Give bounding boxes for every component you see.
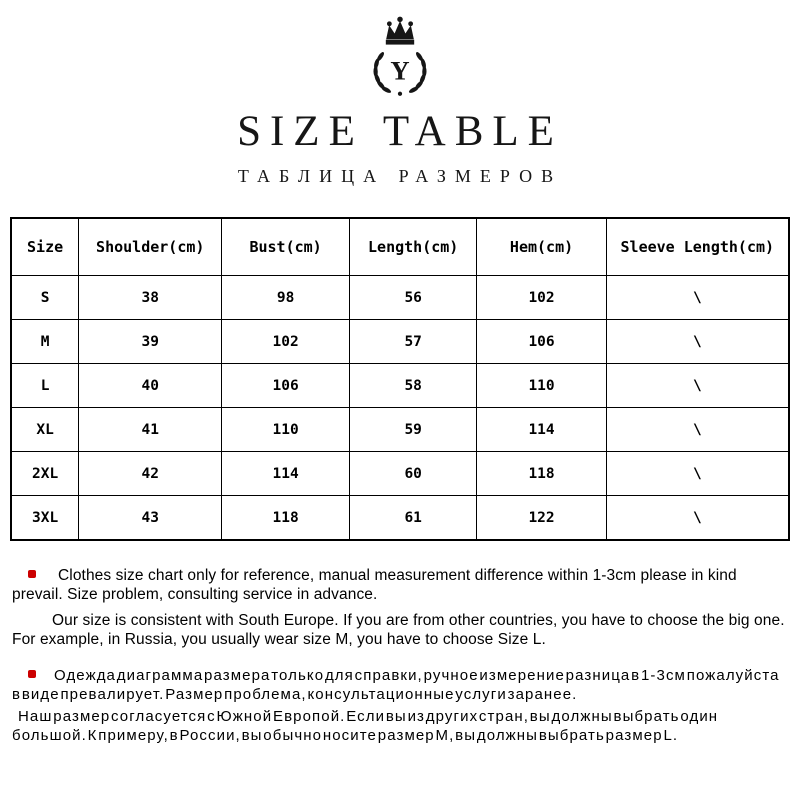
measurement-cell: 38	[79, 276, 222, 320]
table-row	[11, 408, 789, 452]
note-ru-south-europe	[12, 707, 788, 746]
table-body	[11, 276, 789, 541]
measurement-cell: 102	[222, 320, 350, 364]
measurement-cell: 114	[477, 408, 606, 452]
measurement-cell: 39	[79, 320, 222, 364]
measurement-cell: 61	[349, 496, 477, 541]
table-row	[11, 452, 789, 496]
table-header-cell: Length(cm)	[349, 218, 477, 276]
measurement-cell: 60	[349, 452, 477, 496]
measurement-cell: 98	[222, 276, 350, 320]
measurement-cell: 59	[349, 408, 477, 452]
measurement-cell: 110	[477, 364, 606, 408]
table-header-cell: Sleeve Length(cm)	[606, 218, 789, 276]
measurement-cell: \	[606, 496, 789, 541]
measurement-cell: 42	[79, 452, 222, 496]
red-square-bullet-icon	[28, 670, 36, 678]
crown-laurel-emblem-icon	[362, 14, 438, 100]
notes-section	[12, 567, 788, 746]
note-en-south-europe	[12, 612, 788, 650]
measurement-cell: \	[606, 276, 789, 320]
table-header-cell: Shoulder(cm)	[79, 218, 222, 276]
page-title: SIZE TABLE	[237, 108, 563, 155]
measurement-cell: \	[606, 408, 789, 452]
note-text: Наш размер согласуется с Южной Европой. Если вы из других стран, вы должны выбрать один большой. К примеру, в России, вы обычно носите размер M, вы должны выбрать размер L.	[12, 707, 719, 745]
measurement-cell: 102	[477, 276, 606, 320]
table-row	[11, 496, 789, 541]
note-text: Our size is consistent with South Europe. If you are from other countries, you have to choose the big one. For example, in Russia, you usually wear size M, you have to choose Size L.	[12, 611, 785, 648]
measurement-cell: 114	[222, 452, 350, 496]
table-header-row	[11, 218, 789, 276]
measurement-cell: 118	[477, 452, 606, 496]
size-label-cell: XL	[11, 408, 79, 452]
logo-letter: Y	[390, 55, 410, 86]
measurement-cell: 118	[222, 496, 350, 541]
measurement-cell: \	[606, 364, 789, 408]
measurement-cell: 57	[349, 320, 477, 364]
measurement-cell: \	[606, 452, 789, 496]
brand-logo	[0, 0, 800, 105]
table-row	[11, 320, 789, 364]
measurement-cell: 56	[349, 276, 477, 320]
table-header-cell: Size	[11, 218, 79, 276]
size-label-cell: S	[11, 276, 79, 320]
size-label-cell: 3XL	[11, 496, 79, 541]
size-label-cell: 2XL	[11, 452, 79, 496]
table-header-cell: Bust(cm)	[222, 218, 350, 276]
measurement-cell: 58	[349, 364, 477, 408]
table-row	[11, 276, 789, 320]
measurement-cell: 40	[79, 364, 222, 408]
size-label-cell: M	[11, 320, 79, 364]
note-ru-reference	[12, 666, 788, 705]
red-square-bullet-icon	[28, 570, 36, 578]
measurement-cell: 110	[222, 408, 350, 452]
note-en-reference	[12, 567, 788, 605]
table-row	[11, 364, 789, 408]
measurement-cell: 43	[79, 496, 222, 541]
note-text: Clothes size chart only for reference, manual measurement difference within 1-3cm please in kind prevail. Size problem, consulting service in advance.	[12, 567, 737, 603]
measurement-cell: 106	[222, 364, 350, 408]
size-table	[10, 217, 790, 541]
page-subtitle: ТАБЛИЦА РАЗМЕРОВ	[237, 166, 563, 186]
measurement-cell: 41	[79, 408, 222, 452]
measurement-cell: 106	[477, 320, 606, 364]
measurement-cell: \	[606, 320, 789, 364]
table-header-cell: Hem(cm)	[477, 218, 606, 276]
measurement-cell: 122	[477, 496, 606, 541]
size-label-cell: L	[11, 364, 79, 408]
note-text: Одежда диаграмма размера только для справки, ручное измерение разница в 1-3см пожалуйста в виде превалирует. Размер проблема, консультационные услуги заранее.	[12, 666, 780, 704]
